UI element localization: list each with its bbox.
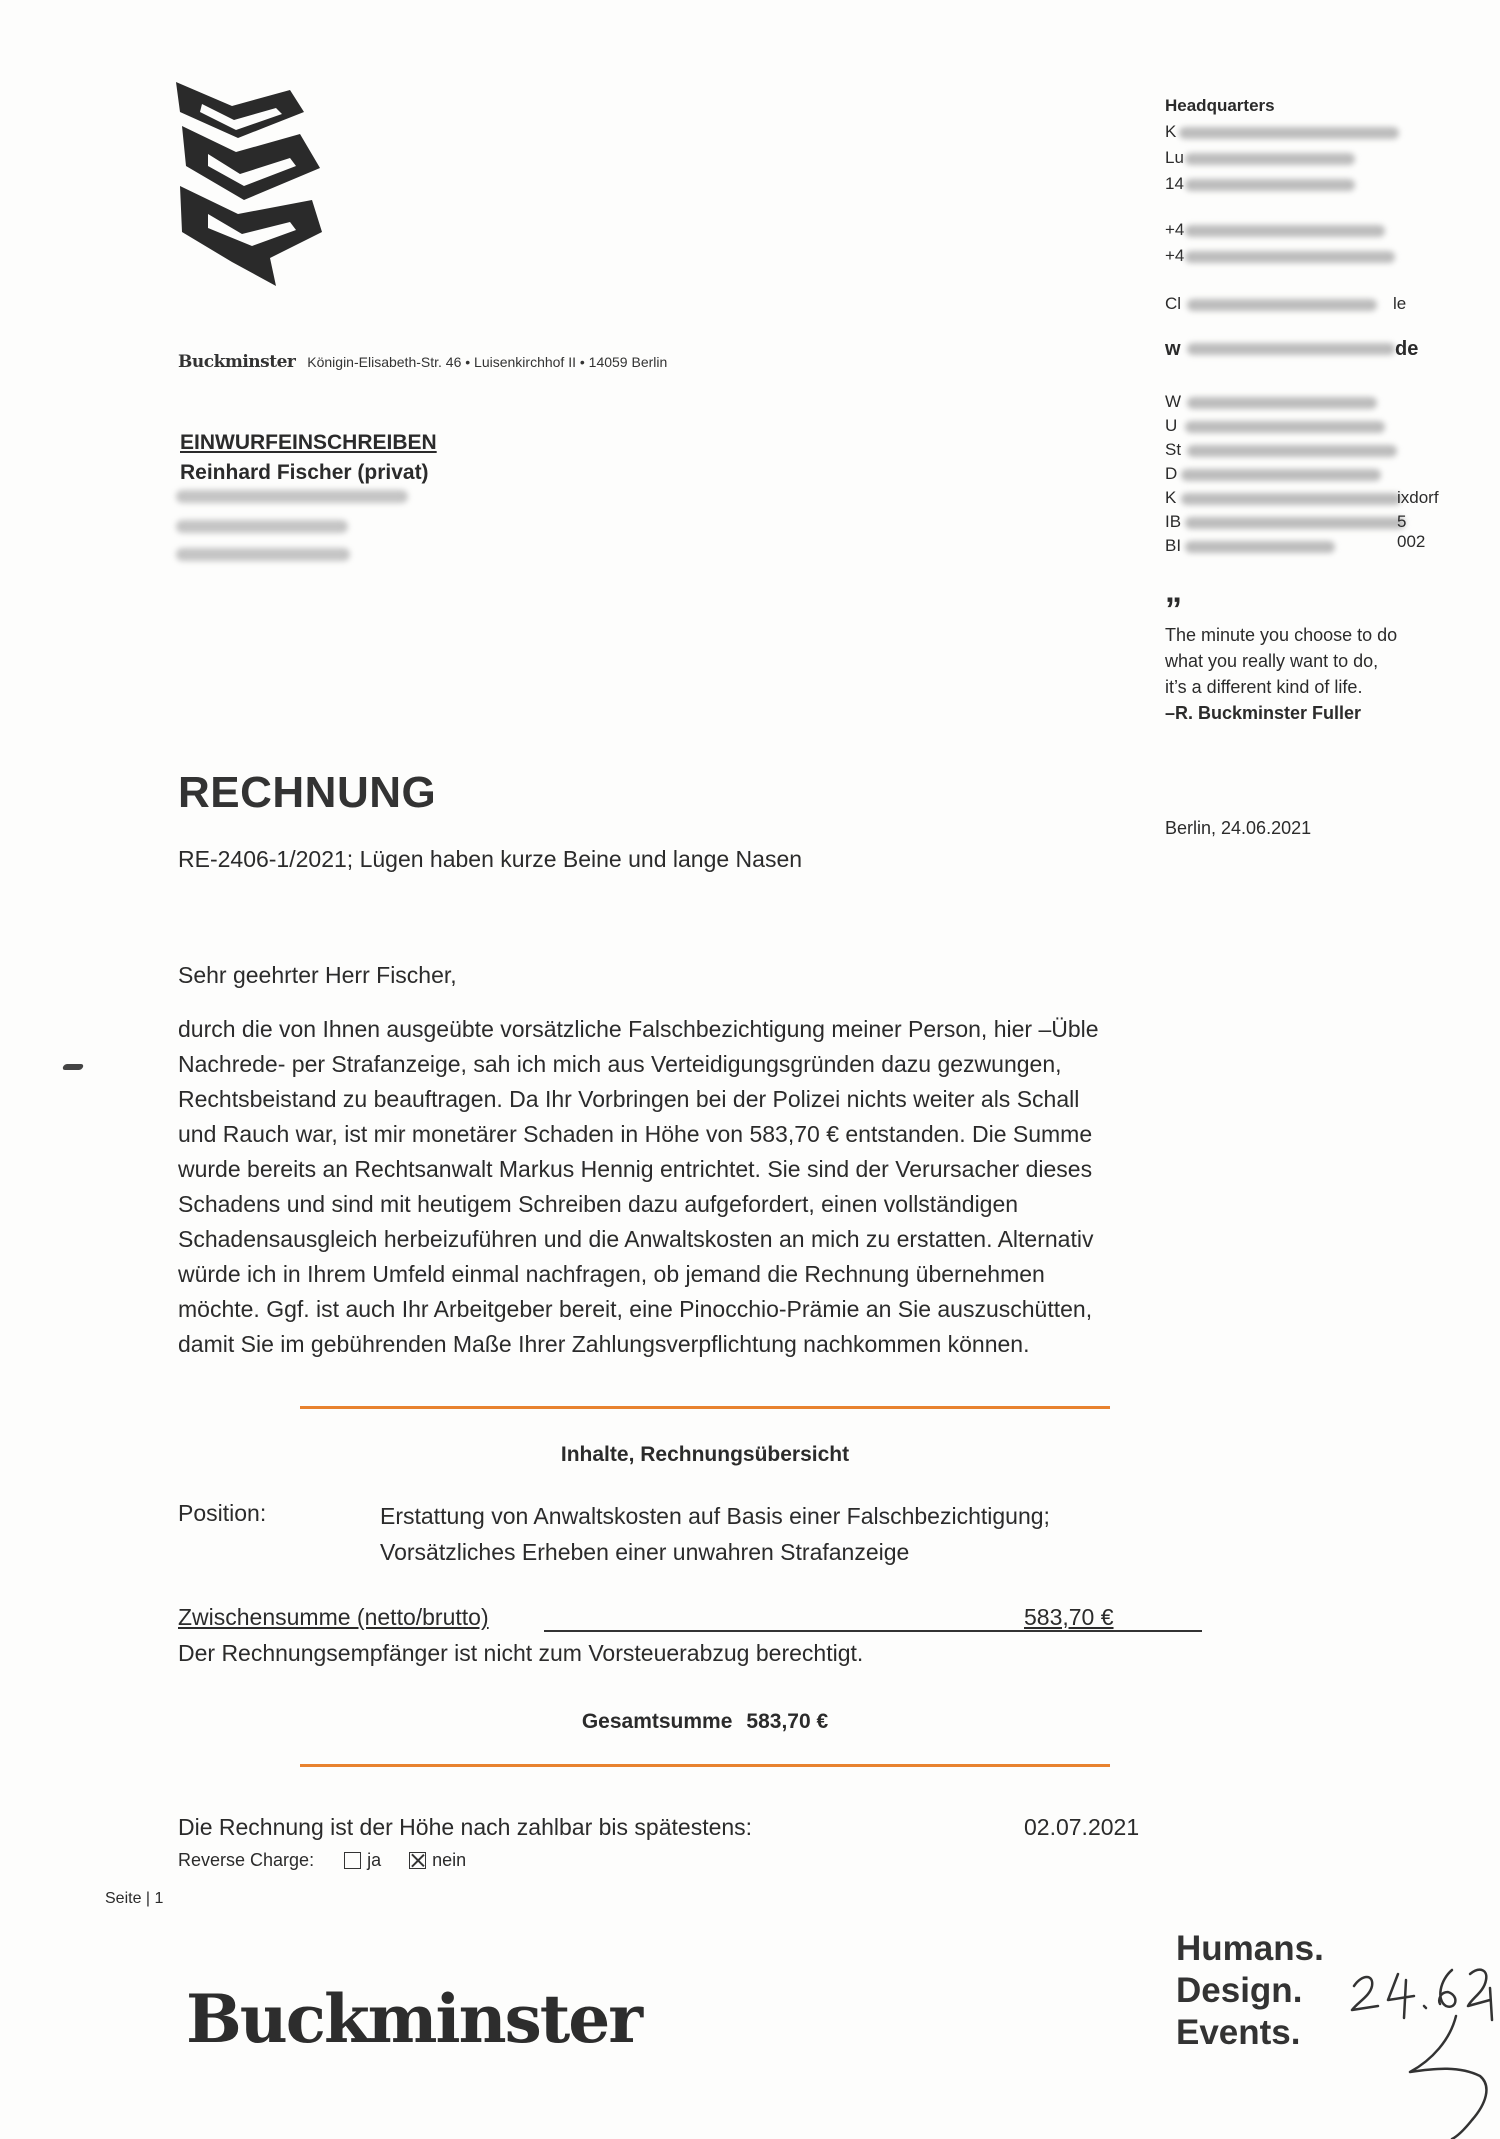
quote-mark: ” [1165, 591, 1182, 629]
payment-due-date: 02.07.2021 [1024, 1814, 1140, 1840]
reverse-charge-row [178, 1850, 466, 1871]
quote-line: The minute you choose to do [1165, 625, 1398, 645]
quote-author: –R. Buckminster Fuller [1165, 703, 1362, 723]
buckminster-logo-icon [172, 82, 324, 288]
subtotal-label: Zwischensumme (netto/brutto) [178, 1604, 489, 1630]
overview-title: Inhalte, Rechnungsübersicht [560, 1443, 850, 1466]
redacted-address-line [176, 520, 348, 533]
checkbox-nein[interactable] [409, 1852, 426, 1869]
tax-note: Der Rechnungsempfänger ist nicht zum Vorsteuerabzug berechtigt. [178, 1640, 864, 1666]
checkbox-nein-label: nein [432, 1850, 467, 1870]
body-line: Schadensausgleich herbeizuführen und die Anwaltskosten an mich zu erstatten. Alternativ [178, 1226, 1094, 1252]
headquarters-block [1165, 96, 1465, 116]
body-line: wurde bereits an Rechtsanwalt Markus Hennig entrichtet. Sie sind der Verursacher dieses [178, 1156, 1093, 1182]
recipient-block [180, 428, 437, 488]
body-line: Nachrede- per Strafanzeige, sah ich mich aus Verteidigungsgründen dazu gezwungen, [178, 1051, 1062, 1077]
footer-wordmark: Buckminster [186, 1980, 641, 2058]
body-line: durch die von Ihnen ausgeübte vorsätzliche Falschbezichtigung meiner Person, hier –Üble [178, 1016, 1099, 1042]
checkbox-ja[interactable] [344, 1852, 361, 1869]
headquarters-details: K Lu 14 +4 +4 Cl le w de W U St D K ixdorf IB 5 002 BI [1165, 122, 1439, 555]
quote-line: it’s a different kind of life. [1165, 677, 1363, 697]
invoice-reference: RE-2406-1/2021; Lügen haben kurze Beine und lange Nasen [178, 846, 803, 872]
fold-mark [62, 1064, 84, 1070]
quote-line: what you really want to do, [1165, 651, 1379, 671]
position-description [380, 1498, 1050, 1570]
total-row [300, 1710, 1110, 1734]
tagline-line: Humans. [1176, 1929, 1324, 1968]
recipient-name: Reinhard Fischer (privat) [180, 461, 429, 484]
body-line: würde ich in Ihrem Umfeld einmal nachfragen, ob jemand die Rechnung übernehmen [178, 1261, 1045, 1287]
body-line: möchte. Ggf. ist auch Ihr Arbeitgeber bereit, eine Pinocchio-Prämie an Sie auszuschütten, [178, 1296, 1093, 1322]
salutation: Sehr geehrter Herr Fischer, [178, 962, 457, 988]
accent-divider [300, 1406, 1110, 1409]
page-number: Seite | 1 [105, 1890, 164, 1907]
delivery-mode: EINWURFEINSCHREIBEN [180, 431, 437, 454]
headquarters-title: Headquarters [1165, 96, 1275, 115]
accent-divider [300, 1764, 1110, 1767]
payment-terms-label: Die Rechnung ist der Höhe nach zahlbar bis spätestens: [178, 1814, 753, 1840]
redacted-address-line [176, 548, 350, 561]
tagline-line: Design. [1176, 1971, 1303, 2010]
reverse-charge-label: Reverse Charge: [178, 1850, 315, 1870]
body-line: und Rauch war, ist mir monetärer Schaden in Höhe von 583,70 € entstanden. Die Summe [178, 1121, 1093, 1147]
sender-brand: Buckminster [178, 352, 296, 372]
document-heading: RECHNUNG [178, 768, 437, 817]
sender-address: Königin-Elisabeth-Str. 46 • Luisenkirchhof II • 14059 Berlin [307, 354, 668, 370]
total-value: 583,70 € [746, 1710, 829, 1733]
checkbox-ja-label: ja [367, 1850, 382, 1870]
body-paragraph [178, 1012, 1238, 1362]
total-label: Gesamtsumme [581, 1710, 733, 1733]
subtotal-value: 583,70 € [1024, 1604, 1114, 1630]
redacted-address-line [176, 490, 408, 503]
handwritten-signature-icon [1340, 1940, 1500, 2139]
sender-address-line [178, 352, 667, 372]
position-line: Vorsätzliches Erheben einer unwahren Strafanzeige [380, 1539, 910, 1565]
footer-tagline [1176, 1928, 1324, 2054]
body-line: damit Sie im gebührenden Maße Ihrer Zahlungsverpflichtung nachkommen können. [178, 1331, 1030, 1357]
document-date: Berlin, 24.06.2021 [1165, 818, 1312, 838]
tagline-line: Events. [1176, 2013, 1301, 2052]
body-line: Rechtsbeistand zu beauftragen. Da Ihr Vorbringen bei der Polizei nichts weiter als Schall [178, 1086, 1080, 1112]
position-line: Erstattung von Anwaltskosten auf Basis einer Falschbezichtigung; [380, 1503, 1050, 1529]
body-line: Schadens und sind mit heutigem Schreiben dazu aufgefordert, einen vollständigen [178, 1191, 1019, 1217]
quote-block [1165, 591, 1465, 726]
position-label: Position: [178, 1500, 267, 1526]
